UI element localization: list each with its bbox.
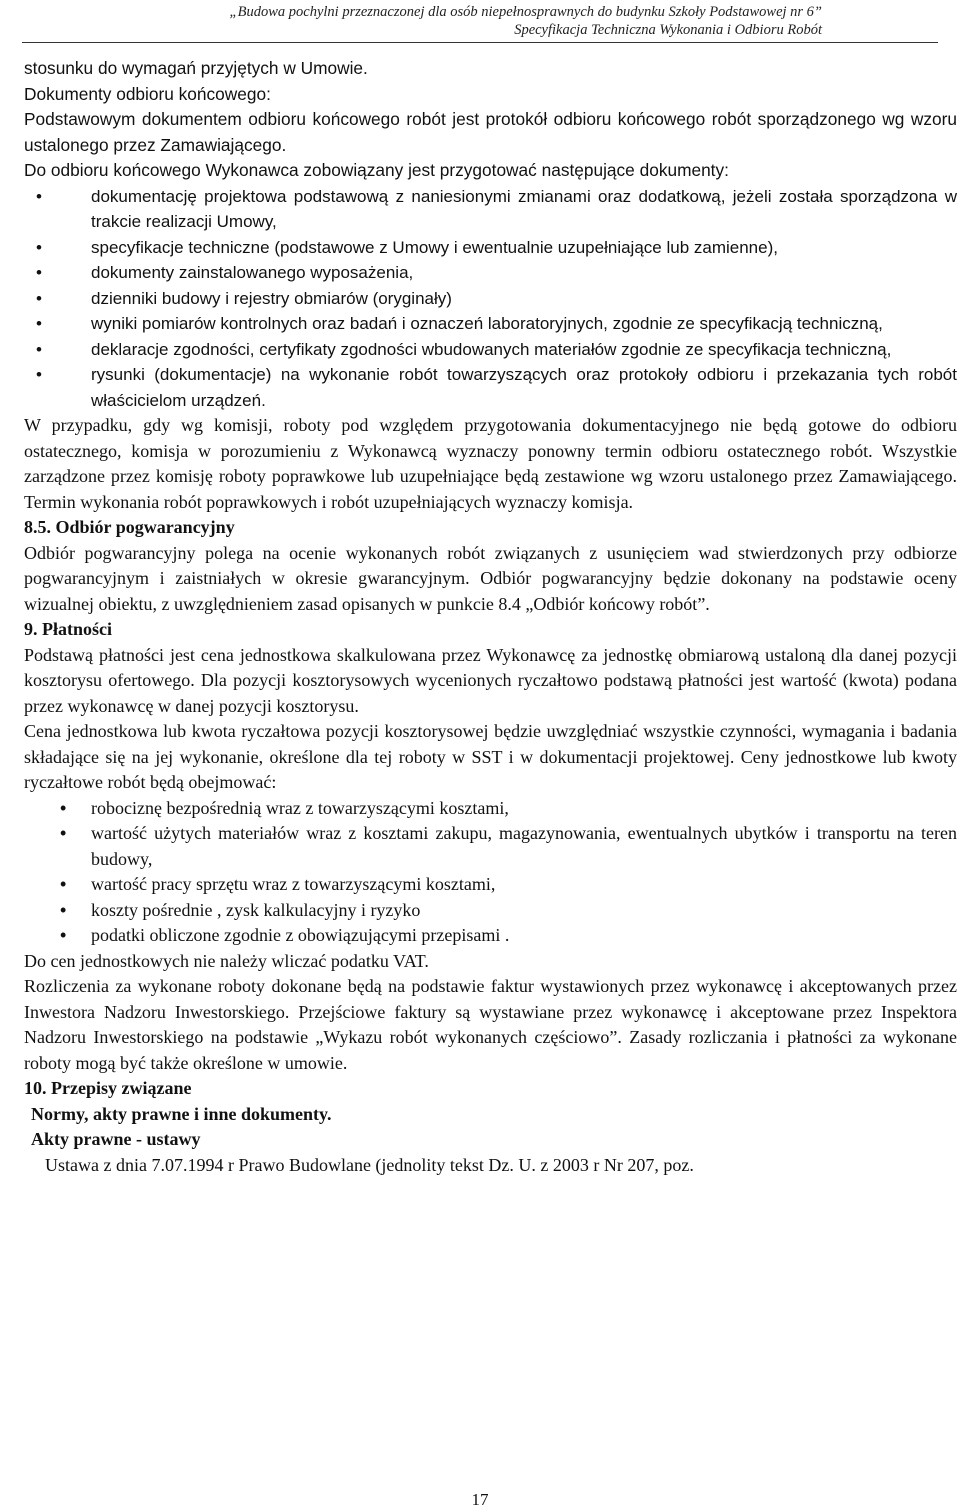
header-spec-title: Specyfikacja Techniczna Wykonania i Odbioru Robót [514,22,822,38]
list-item: • koszty pośrednie , zysk kalkulacyjny i ryzyko [24,898,957,924]
list-item: • dokumentację projektowa podstawową z naniesionymi zmianami oraz dodatkową, jeżeli została sporządzona w trakcie realizacji Umowy, [24,184,957,235]
unit-price-components-list [24,796,957,949]
intro-line-1: stosunku do wymagań przyjętych w Umowie. [24,58,368,78]
document-body [24,56,957,1178]
list-item: • robociznę bezpośrednią wraz z towarzyszącymi kosztami, [24,796,957,822]
list-item: • dzienniki budowy i rejestry obmiarów (oryginały) [24,286,957,312]
commission-paragraph: W przypadku, gdy wg komisji, roboty pod względem przygotowania dokumentacyjnego nie będą gotowe do odbioru ostatecznego, komisja w porozumieniu z Wykonawcą wyznaczy ponowny termin odbioru ostatecznego robót. Wszystkie zarządzone przez komisję roboty poprawkowe lub uzupełniające będą zestawione wg wzoru ustalonego przez Zamawiającego. Termin wykonania robót poprawkowych i robót uzupełniających wyznaczy komisja. [24,415,957,512]
intro-paragraph: Podstawowym dokumentem odbioru końcowego robót jest protokół odbioru końcowego robót sporządzonego wg wzoru ustalonego przez Zamawiającego. [24,109,957,155]
payment-paragraph-3: Do cen jednostkowych nie należy wliczać podatku VAT. [24,950,429,971]
payment-paragraph-4: Rozliczenia za wykonane roboty dokonane będą na podstawie faktur wystawionych przez wykonawcę i akceptowanych przez Inwestora Nadzoru Inwestorskiego. Przejściowe faktury są wystawiane przez wykonawcę i akceptowane przez Inspektora Nadzoru Inwestorskiego na podstawie „Wykazu robót wykonanych częściowo”. Zasady rozliczania i płatności za wykonane roboty mogą być także określone w umowie. [24,976,957,1073]
final-acceptance-documents-list [24,184,957,414]
page-number: 17 [471,1490,489,1509]
list-item: • wartość pracy sprzętu wraz z towarzyszącymi kosztami, [24,872,957,898]
law-reference: Ustawa z dnia 7.07.1994 r Prawo Budowlane (jednolity tekst Dz. U. z 2003 r Nr 207, poz. [45,1154,694,1175]
section-10-subheading-2: Akty prawne - ustawy [31,1129,201,1149]
intro-line-2: Dokumenty odbioru końcowego: [24,83,271,104]
section-8-5-body: Odbiór pogwarancyjny polega na ocenie wykonanych robót związanych z usunięciem wad stwierdzonych przy odbiorze pogwarancyjnym i zaistniałych w okresie gwarancyjnym. Odbiór pogwarancyjny będzie dokonany na podstawie oceny wizualnej obiektu, z uwzględnieniem zasad opisanych w punkcie 8.4 „Odbiór końcowy robót”. [24,542,957,614]
payment-paragraph-1: Podstawą płatności jest cena jednostkowa skalkulowana przez Wykonawcę za jednostkę obmiarową ustaloną dla danej pozycji kosztorysu ofertowego. Dla pozycji kosztorysowych wycenionych ryczałtowo podstawą płatności jest wartość (kwota) podana przez wykonawcę w danej pozycji kosztorysu. [24,644,957,716]
list-item: • wartość użytych materiałów wraz z kosztami zakupu, magazynowania, ewentualnych ubytków i transportu na teren budowy, [24,821,957,872]
section-9-heading: 9. Płatności [24,619,112,639]
list-item: • podatki obliczone zgodnie z obowiązującymi przepisami . [24,923,957,949]
page-header [0,0,960,50]
section-8-5-heading: 8.5. Odbiór pogwarancyjny [24,517,235,537]
section-10-subheading-1: Normy, akty prawne i inne dokumenty. [31,1103,332,1124]
list-item: • deklaracje zgodności, certyfikaty zgodności wbudowanych materiałów zgodnie ze specyfikacja techniczną, [24,337,957,363]
list-item: • wyniki pomiarów kontrolnych oraz badań i oznaczeń laboratoryjnych, zgodnie ze specyfikacją techniczną, [24,311,957,337]
header-project-title: „Budowa pochylni przeznaczonej dla osób niepełnosprawnych do budynku Szkoły Podstawowej nr 6” [229,4,822,20]
list-item: • rysunki (dokumentacje) na wykonanie robót towarzyszących oraz protokoły odbioru i przekazania tych robót właścicielom urządzeń. [24,362,957,413]
list-item: • specyfikacje techniczne (podstawowe z Umowy i ewentualnie uzupełniające lub zamienne), [24,235,957,261]
section-10-heading: 10. Przepisy związane [24,1078,192,1098]
payment-paragraph-2: Cena jednostkowa lub kwota ryczałtowa pozycji kosztorysowej będzie uwzględniać wszystkie czynności, wymagania i badania składające się na jej wykonanie, określone dla tej roboty w SST i w dokumentacji projektowej. Ceny jednostkowe lub kwoty ryczałtowe robót będą obejmować: [24,721,957,792]
intro-lead: Do odbioru końcowego Wykonawca zobowiązany jest przygotować następujące dokumenty: [24,160,729,180]
list-item: • dokumenty zainstalowanego wyposażenia, [24,260,957,286]
header-divider [22,42,938,43]
